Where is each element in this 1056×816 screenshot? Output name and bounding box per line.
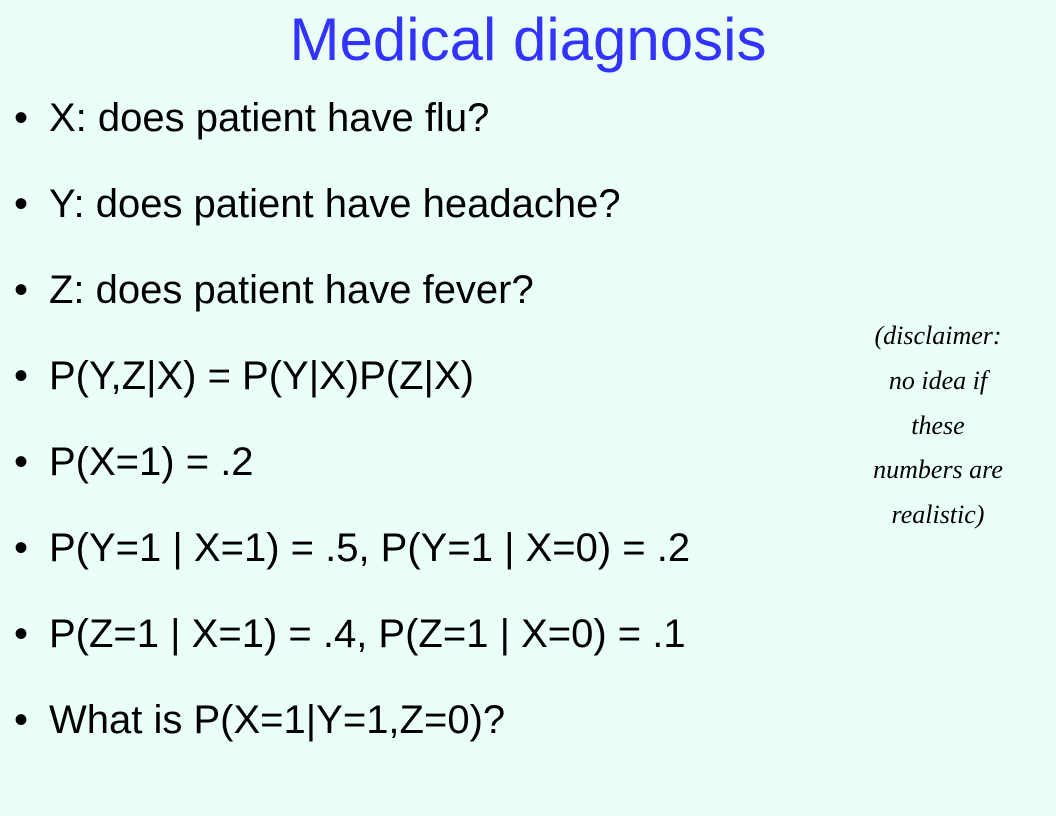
bullet-text: P(Y=1 | X=1) = .5, P(Y=1 | X=0) = .2 [49, 526, 691, 570]
bullet-icon: • [14, 268, 29, 312]
bullet-text: X: does patient have flu? [49, 96, 490, 140]
disclaimer-line: no idea if [888, 365, 988, 395]
bullet-text: P(Z=1 | X=1) = .4, P(Z=1 | X=0) = .1 [49, 612, 686, 656]
bullet-icon: • [14, 182, 29, 226]
bullet-icon: • [14, 698, 29, 742]
bullet-icon: • [14, 526, 29, 570]
bullet-icon: • [14, 612, 29, 656]
bullet-icon: • [14, 96, 29, 140]
bullet-text: P(Y,Z|X) = P(Y|X)P(Z|X) [49, 354, 474, 398]
disclaimer-line: these [911, 410, 965, 440]
disclaimer-note [848, 314, 1028, 538]
disclaimer-line: realistic) [891, 500, 985, 530]
disclaimer-line: (disclaimer: [874, 321, 1002, 350]
slide-title: Medical diagnosis [289, 6, 767, 73]
disclaimer-line: numbers are [873, 455, 1003, 485]
bullet-text: Z: does patient have fever? [49, 268, 534, 312]
bullet-icon: • [14, 440, 29, 484]
bullet-icon: • [14, 354, 29, 398]
bullet-text: P(X=1) = .2 [49, 440, 254, 484]
bullet-text: Y: does patient have headache? [49, 182, 621, 226]
bullet-text: What is P(X=1|Y=1,Z=0)? [49, 698, 506, 742]
